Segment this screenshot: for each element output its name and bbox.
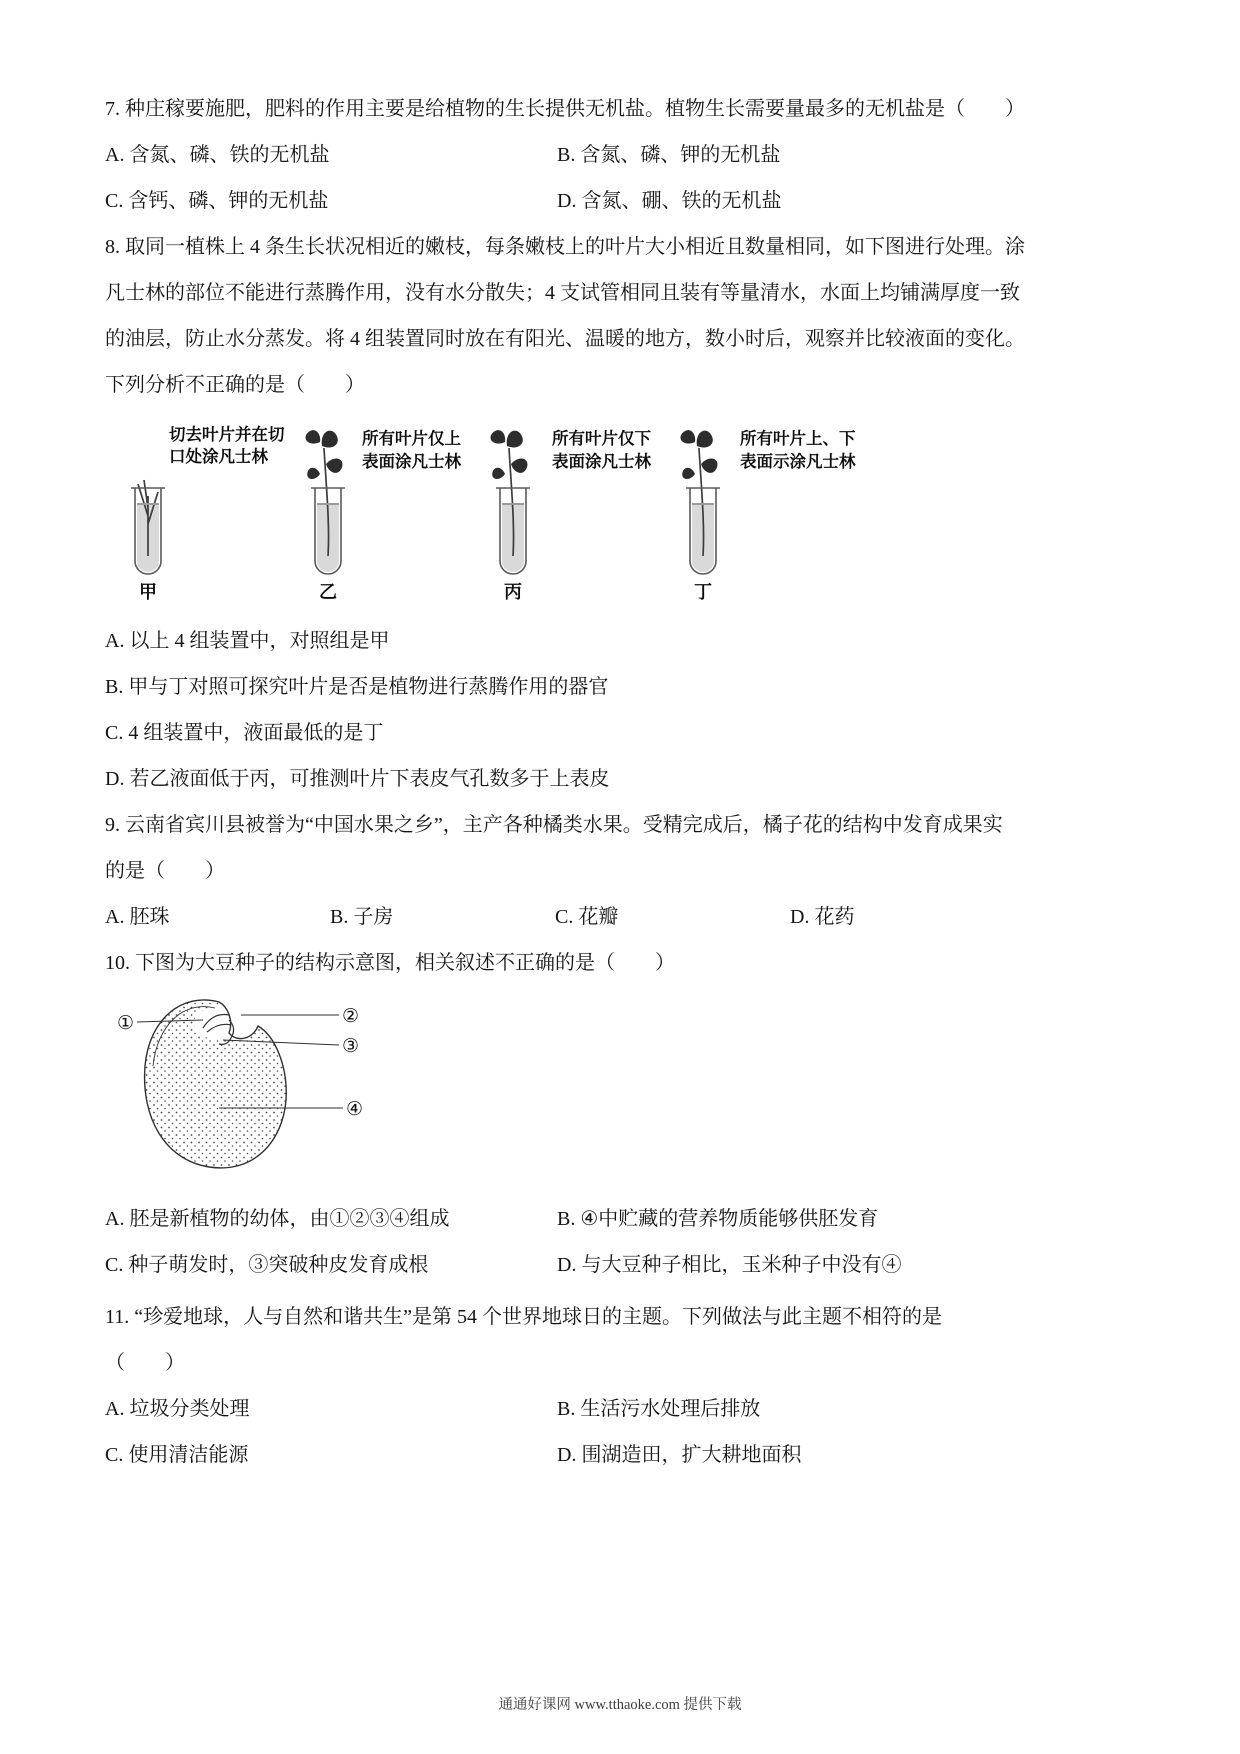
leaf-icon xyxy=(682,467,696,479)
question-9-options xyxy=(105,894,1090,940)
question-11-stem-line2: （ ） xyxy=(105,1352,185,1374)
question-8 xyxy=(105,224,1090,802)
question-8-stem-line4: 下列分析不正确的是（ ） xyxy=(105,374,365,396)
question-7-option-c: C. 含钙、磷、钾的无机盐 xyxy=(105,190,329,212)
seed-label-3: ③ xyxy=(342,1036,360,1057)
question-9-option-b: B. 子房 xyxy=(330,906,394,928)
question-10-option-c: C. 种子萌发时，③突破种皮发育成根 xyxy=(105,1254,429,1276)
question-8-option-c: C. 4 组装置中，液面最低的是丁 xyxy=(105,722,384,744)
question-9-option-c: C. 花瓣 xyxy=(555,906,619,928)
seed-body xyxy=(145,1000,287,1168)
setup-jia-label: 甲 xyxy=(139,582,157,602)
question-11-option-b: B. 生活污水处理后排放 xyxy=(557,1398,761,1420)
question-11-option-c: C. 使用清洁能源 xyxy=(105,1444,249,1466)
question-8-stem-line1: 8. 取同一植株上 4 条生长状况相近的嫩枝，每条嫩枝上的叶片大小相近且数量相同，如下图进行处理。涂 xyxy=(105,236,1025,258)
question-9-stem-line1: 9. 云南省宾川县被誉为“中国水果之乡”，主产各种橘类水果。受精完成后，橘子花的结构中发育成果实 xyxy=(105,814,1003,836)
embryo-area xyxy=(194,1006,246,1040)
question-10-options xyxy=(105,1196,1090,1288)
setup-ding-desc-line1: 所有叶片上、下 xyxy=(740,430,856,448)
question-11-stem-line1: 11. “珍爱地球，人与自然和谐共生”是第 54 个世界地球日的主题。下列做法与此主题不相符的是 xyxy=(105,1306,943,1328)
question-8-option-b: B. 甲与丁对照可探究叶片是否是植物进行蒸腾作用的器官 xyxy=(105,676,609,698)
question-11 xyxy=(105,1294,1090,1478)
page-footer: 通通好课网 www.tthaoke.com 提供下载 xyxy=(498,1697,742,1713)
question-7-option-b: B. 含氮、磷、钾的无机盐 xyxy=(557,144,781,166)
setup-bing-label: 丙 xyxy=(504,582,522,602)
leaf-icon xyxy=(307,467,321,479)
setup-bing xyxy=(488,428,651,602)
question-10-option-a: A. 胚是新植物的幼体，由①②③④组成 xyxy=(105,1208,450,1230)
question-8-stem-line2: 凡士林的部位不能进行蒸腾作用，没有水分散失；4 支试管相同且装有等量清水，水面上均铺满厚度一致 xyxy=(105,282,1020,304)
leaf-icon xyxy=(325,457,344,474)
setup-yi xyxy=(303,428,461,602)
question-11-options xyxy=(105,1386,1090,1478)
setup-ding-desc-line2: 表面示涂凡士林 xyxy=(740,453,856,471)
test-tubes-diagram xyxy=(105,414,925,604)
question-9-stem-line2: 的是（ ） xyxy=(105,860,225,882)
question-10-option-b: B. ④中贮藏的营养物质能够供胚发育 xyxy=(557,1208,879,1230)
leaf-icon xyxy=(492,467,506,479)
seed-label-2: ② xyxy=(342,1006,360,1027)
leaf-icon xyxy=(678,428,699,448)
question-7 xyxy=(105,86,1090,224)
leaf-icon xyxy=(488,428,509,448)
question-10-stem: 10. 下图为大豆种子的结构示意图，相关叙述不正确的是（ ） xyxy=(105,952,675,974)
question-7-option-a: A. 含氮、磷、铁的无机盐 xyxy=(105,144,330,166)
question-10-option-d: D. 与大豆种子相比，玉米种子中没有④ xyxy=(557,1254,902,1276)
setup-ding xyxy=(678,428,856,602)
question-9-option-a: A. 胚珠 xyxy=(105,906,170,928)
question-10 xyxy=(105,940,1090,1288)
leaf-icon xyxy=(502,428,526,452)
question-7-options xyxy=(105,132,1090,224)
transpiration-experiment-figure xyxy=(105,414,1090,610)
setup-yi-label: 乙 xyxy=(319,582,337,602)
question-7-option-d: D. 含氮、硼、铁的无机盐 xyxy=(557,190,782,212)
setup-jia xyxy=(131,424,285,602)
soybean-seed-diagram xyxy=(107,990,407,1180)
leaf-icon xyxy=(510,457,529,474)
leaf-icon xyxy=(692,428,716,452)
question-7-stem: 7. 种庄稼要施肥，肥料的作用主要是给植物的生长提供无机盐。植物生长需要量最多的无机盐是（ ） xyxy=(105,98,1025,120)
setup-bing-desc-line2: 表面涂凡士林 xyxy=(552,453,651,471)
setup-jia-desc-line2: 口处涂凡士林 xyxy=(169,448,268,466)
leaf-icon xyxy=(700,457,719,474)
question-9-option-d: D. 花药 xyxy=(790,906,855,928)
question-8-option-a: A. 以上 4 组装置中，对照组是甲 xyxy=(105,630,390,652)
seed-label-1: ① xyxy=(117,1013,135,1034)
question-11-option-d: D. 围湖造田，扩大耕地面积 xyxy=(557,1444,802,1466)
seed-label-4: ④ xyxy=(346,1099,364,1120)
setup-ding-label: 丁 xyxy=(694,582,712,602)
setup-bing-desc-line1: 所有叶片仅下 xyxy=(552,430,651,448)
leaf-icon xyxy=(303,428,324,448)
question-8-option-d: D. 若乙液面低于丙，可推测叶片下表皮气孔数多于上表皮 xyxy=(105,768,610,790)
leaf-icon xyxy=(317,428,341,452)
setup-jia-desc-line1: 切去叶片并在切 xyxy=(169,426,285,444)
setup-yi-desc-line2: 表面涂凡士林 xyxy=(362,453,461,471)
soybean-seed-figure xyxy=(107,990,1090,1186)
question-9 xyxy=(105,802,1090,940)
question-11-option-a: A. 垃圾分类处理 xyxy=(105,1398,250,1420)
question-8-stem-line3: 的油层，防止水分蒸发。将 4 组装置同时放在有阳光、温暖的地方，数小时后，观察并比较液面的变化。 xyxy=(105,328,1025,350)
setup-yi-desc-line1: 所有叶片仅上 xyxy=(362,430,461,448)
